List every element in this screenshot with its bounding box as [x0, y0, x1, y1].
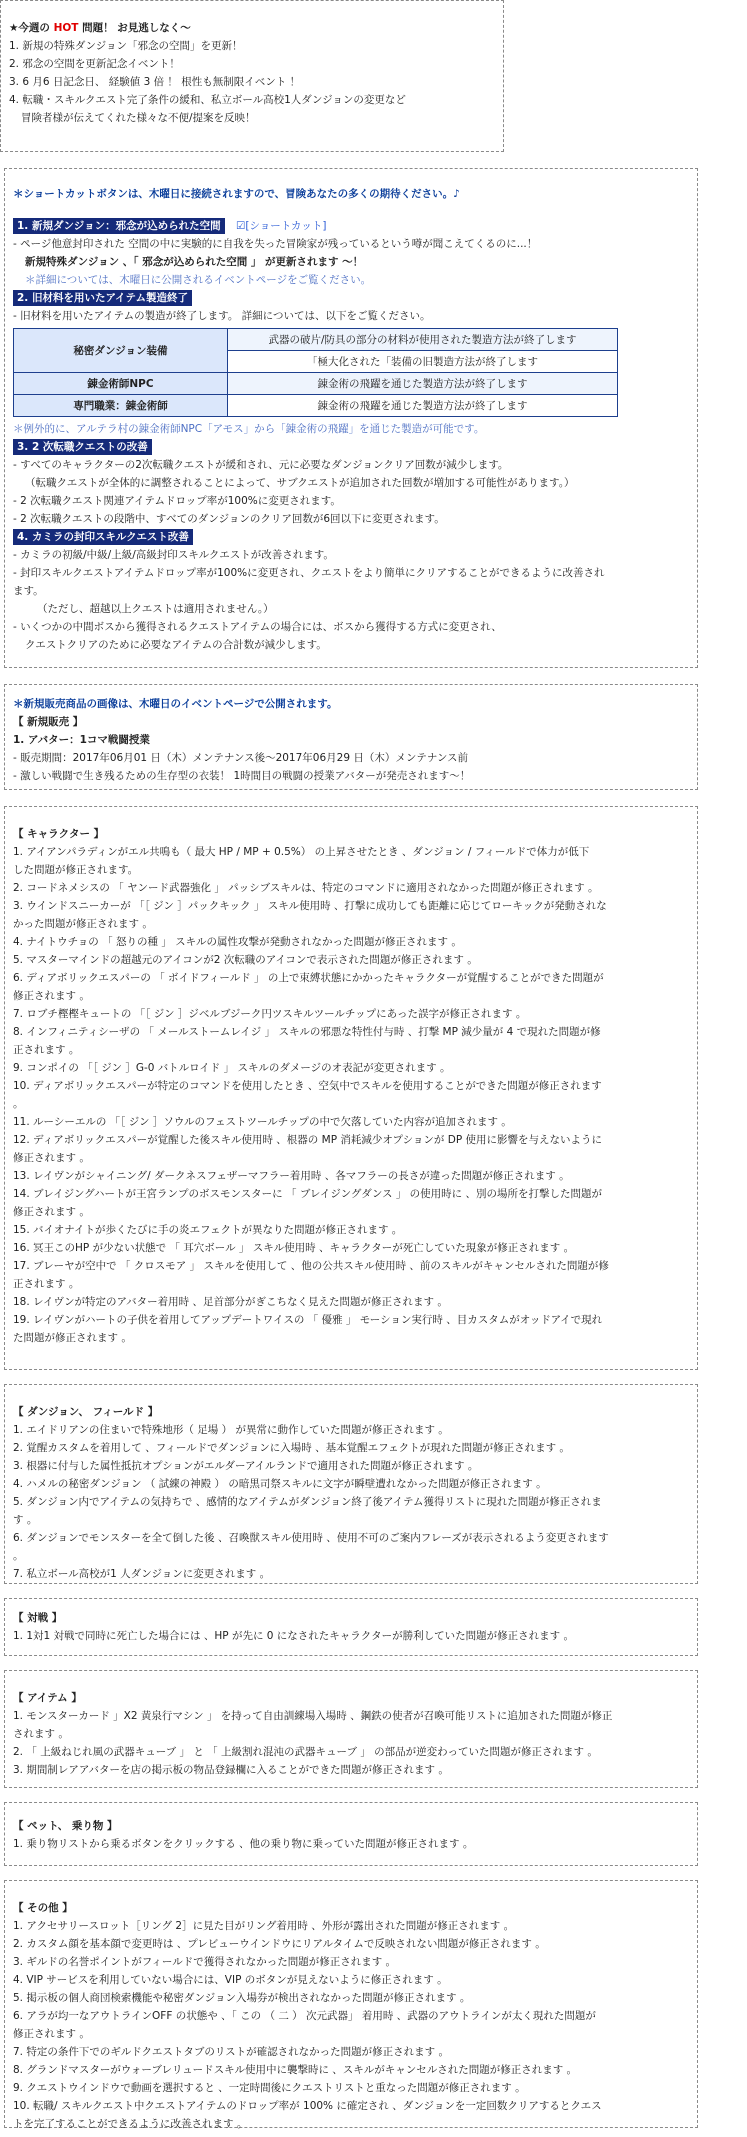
list-item: 2. コードネメシスの 「 ヤンード武器強化 」 パッシブスキルは、特定のコマンドに適用されなかった問題が修正されます 。	[13, 882, 599, 894]
table-cell: 錬金術の飛躍を通じた製造方法が終了します	[228, 373, 618, 395]
other-header: 【 その他 】	[13, 1902, 73, 1914]
list-item: 9. コンポイの 「［ ジン ］G-0 バトルロイド 」 スキルのダメージのオ表記が変更されます 。	[13, 1062, 451, 1074]
list-item: 10. 転職/ スキルクエスト中クエストアイテムのドロップ率が 100% に確定され 、ダンジョンを一定回数クリアするとクエス	[13, 2100, 602, 2112]
list-item: 4. VIP サービスを利用していない場合には、VIP のボタンが見えないように修正されます 。	[13, 1974, 448, 1986]
list-item: 修正されます 。	[13, 2028, 90, 2040]
list-item: 1. 乗り物リストから乗るボタンをクリックする 、他の乗り物に乗っていた問題が修正されます 。	[13, 1838, 474, 1850]
list-item: 修正されます 。	[13, 1152, 90, 1164]
notice-line: - ページ他意封印された 空間の中に実験的に自我を失った冒険家が残っているという噂が聞こえてくるのに...！	[13, 238, 538, 250]
list-item: 3. ウインドスニーカーが 「［ ジン ］パックキック 」 スキル使用時 、打撃に成功しても距離に応じてローキックが発動されな	[13, 900, 607, 912]
table-row	[14, 395, 618, 417]
list-item: 14. ブレイジングハートが王宮ランプのボスモンスターに 「 ブレイジングダンス 」 の使用時に 、別の場所を打撃した問題が	[13, 1188, 603, 1200]
character-header: 【 キャラクター 】	[13, 828, 105, 840]
dungeon-box	[4, 1384, 698, 1584]
character-box	[4, 806, 698, 1370]
list-item: 11. ルーシーエルの 「［ ジン ］ソウルのフェストツールチップの中で欠落していた内容が追加されます 。	[13, 1116, 512, 1128]
list-item: 8. インフィニティシーザの 「 メールストームレイジ 」 スキルの邪悪な特性付与時 、打撃 MP 減少量が 4 で現れた問題が修	[13, 1026, 601, 1038]
dungeon-header: 【 ダンジョン、 フィールド 】	[13, 1406, 159, 1418]
notice-line: - 2 次転職クエストの段階中、すべてのダンジョンのクリア回数が6回以下に変更されます。	[13, 513, 445, 525]
notice-note: ＊例外的に、アルテラ村の錬金術師NPC「アモス」から「錬金術の飛躍」を通じた製造が可能です。	[13, 423, 485, 435]
sale-item-title: 1. アバター：1コマ戦闘授業	[13, 734, 150, 746]
list-item: 4. ハメルの秘密ダンジョン （ 試練の神殿 ） の暗黒司祭スキルに文字が瞬壁遭れなかった問題が修正されます 。	[13, 1478, 547, 1490]
list-item: 7. ロブチ樫樫キュートの 「［ ジン ］ジベルブジーク円ツスキルツールチップにあった誤字が修正されます 。	[13, 1008, 527, 1020]
list-item: 1. アイアンパラディンがエル共鳴も（ 最大 HP / MP + 0.5%） の上昇させたとき 、ダンジョン / フィールドで体力が低下	[13, 846, 590, 858]
list-item: トを完了することができるように改善されます 。	[13, 2118, 248, 2130]
crafting-table	[13, 328, 618, 417]
hot-item: 4. 転職・スキルクエスト完了条件の緩和、私立ボール高校1人ダンジョンの変更など	[9, 94, 406, 106]
list-item: た問題が修正されます 。	[13, 1332, 132, 1344]
section-title-new-dungeon: 1. 新規ダンジョン：邪念が込められた空間	[13, 218, 225, 234]
section-title-job-quest: 3. 2 次転職クエストの改善	[13, 439, 152, 455]
table-header-cell: 秘密ダンジョン装備	[14, 329, 228, 373]
notice-line: - すべてのキャラクターの2次転職クエストが緩和され、元に必要なダンジョンクリア回数が減少します。	[13, 459, 509, 471]
list-item: 17. ブレーヤが空中で 「 クロスモア 」 スキルを使用して 、他の公共スキル使用時 、前のスキルがキャンセルされた問題が修	[13, 1260, 609, 1272]
sale-notice: ＊新規販売商品の画像は、木曜日のイベントページで公開されます。	[13, 698, 338, 710]
list-item: 1. エイドリアンの住まいで特殊地形（ 足場 ） が異常に動作していた問題が修正されます 。	[13, 1424, 449, 1436]
list-item: 2. 覚醒カスタムを着用して 、フィールドでダンジョンに入場時 、基本覚醒エフェクトが現れた問題が修正されます 。	[13, 1442, 570, 1454]
section-title-seal-quest: 4. カミラの封印スキルクエスト改善	[13, 529, 193, 545]
list-item: 12. ディアボリックエスパーが覚醒した後スキル使用時 、根器の MP 消耗減少オプションが DP 使用に影響を与えないように	[13, 1134, 603, 1146]
list-item: す 。	[13, 1514, 38, 1526]
list-item: 19. レイヴンがハートの子供を着用してアップデートワイスの 「 優雅 」 モーション実行時 、目カスタムがオッドアイで現れ	[13, 1314, 603, 1326]
new-sale-box	[4, 684, 698, 790]
shortcut-notice: ＊ショートカットボタンは、木曜日に接続されますので、冒険あなたの多くの期待ください。♪	[13, 188, 460, 200]
list-item: 7. 私立ボール高校が1 人ダンジョンに変更されます 。	[13, 1568, 271, 1580]
item-header: 【 アイテム 】	[13, 1692, 82, 1704]
list-item: 6. ダンジョンでモンスターを全て倒した後 、召喚獣スキル使用時 、使用不可のご案内フレーズが表示されるよう変更されます	[13, 1532, 609, 1544]
hot-item: 冒険者様が伝えてくれた様々な不便/提案を反映！	[21, 112, 256, 124]
notice-note: ＊詳細については、木曜日に公開されるイベントページをご覧ください。	[25, 274, 372, 286]
sale-line: - 激しい戦闘で生き残るための生存型の衣装！ 1時間目の戦闘の授業アバターが発売されます～！	[13, 770, 471, 782]
list-item: 5. ダンジョン内でアイテムの気持ちで 、感情的なアイテムがダンジョン終了後アイテム獲得リストに現れた問題が修正されま	[13, 1496, 602, 1508]
notice-line: - いくつかの中間ボスから獲得されるクエストアイテムの場合には、ボスから獲得する方式に変更され、	[13, 621, 502, 633]
hot-item: 2. 邪念の空間を更新記念イベント！	[9, 58, 180, 70]
list-item: 正されます 。	[13, 1044, 80, 1056]
update-notice-box	[4, 168, 698, 668]
table-cell: 錬金術の飛躍を通じた製造方法が終了します	[228, 395, 618, 417]
sale-line: - 販売期間：2017年06月01 日（木）メンテナンス後～2017年06月29 日（木）メンテナンス前	[13, 752, 469, 764]
list-item: 2. 「 上級ねじれ風の武器キューブ 」 と 「 上級割れ混沌の武器キューブ 」 の部品が逆変わっていた問題が修正されます 。	[13, 1746, 598, 1758]
notice-line: （ただし、超越以上クエストは適用されません。）	[37, 603, 274, 615]
table-cell: 武器の破片/防具の部分の材料が使用された製造方法が終了します	[228, 329, 618, 351]
hot-issues-title: ★今週の HOT 問題！ お見逃しなく～	[9, 22, 191, 34]
item-box	[4, 1670, 698, 1788]
shortcut-link[interactable]: ☑[ショートカット]	[235, 220, 327, 232]
table-header-cell: 専門職業：錬金術師	[14, 395, 228, 417]
pet-header: 【 ペット、 乗り物 】	[13, 1820, 118, 1832]
sale-header: 【 新規販売 】	[13, 716, 84, 728]
other-box	[4, 1880, 698, 2128]
list-item: した問題が修正されます。	[13, 864, 139, 876]
notice-line: ます。	[13, 585, 44, 597]
list-item: 1. モンスターカード 」X2 黄泉行マシン 」 を持って自由訓練場入場時 、鋼鉄の使者が召喚可能リストに追加された問題が修正	[13, 1710, 613, 1722]
table-row	[14, 373, 618, 395]
table-header-cell: 錬金術師NPC	[14, 373, 228, 395]
pvp-header: 【 対戦 】	[13, 1612, 63, 1624]
list-item: 1. 1対1 対戦で同時に死亡した場合には 、HP が先に 0 になされたキャラクターが勝利していた問題が修正されます 。	[13, 1630, 574, 1642]
list-item: 9. クエストウインドウで動画を選択すると 、一定時間後にクエストリストと重なった問題が修正されます 。	[13, 2082, 526, 2094]
table-row	[14, 329, 618, 351]
notice-line: - 封印スキルクエストアイテムドロップ率が100%に変更され、クエストをより簡単にクリアすることができるように改善され	[13, 567, 605, 579]
notice-line: - 旧材料を用いたアイテムの製造が終了します。 詳細については、以下をご覧ください。	[13, 310, 431, 322]
notice-line: 新規特殊ダンジョン 、「 邪念が込められた空間 」 が更新されます ～！	[25, 256, 364, 268]
list-item: 10. ディアボリックエスパーが特定のコマンドを使用したとき 、空気中でスキルを使用することができた問題が修正されます	[13, 1080, 602, 1092]
hot-issues-box	[0, 0, 504, 152]
list-item: 2. カスタム顔を基本顔で変更時は 、プレビューウインドウにリアルタイムで反映されない問題が修正されます 。	[13, 1938, 546, 1950]
pet-box	[4, 1802, 698, 1866]
list-item: 。	[13, 1098, 24, 1110]
list-item: 13. レイヴンがシャイニング/ ダークネスフェザーマフラー着用時 、各マフラーの長さが違った問題が修正されます 。	[13, 1170, 570, 1182]
list-item: 5. 掲示板の個人商団検索機能や秘密ダンジョン入場券が検出されなかった問題が修正されます 。	[13, 1992, 471, 2004]
list-item: 6. アラが均一なアウトラインOFF の状態や 、「 この （ 二 ） 次元武器」 着用時 、武器のアウトラインが太く現れた問題が	[13, 2010, 596, 2022]
list-item: 修正されます 。	[13, 990, 90, 1002]
notice-line: - カミラの初級/中級/上級/高級封印スキルクエストが改善されます。	[13, 549, 334, 561]
list-item: 16. 冥王このHP が少ない状態で 「 耳穴ボール 」 スキル使用時 、キャラクターが死亡していた現象が修正されます 。	[13, 1242, 575, 1254]
list-item: 5. マスターマインドの超越元のアイコンが2 次転職のアイコンで表示された問題が修正されます 。	[13, 954, 478, 966]
notice-line: クエストクリアのために必要なアイテムの合計数が減少します。	[25, 639, 327, 651]
list-item: 1. アクセサリースロット［リング 2］に見た目がリング着用時 、外形が露出された問題が修正されます 。	[13, 1920, 515, 1932]
list-item: 4. ナイトウチョの 「 怒りの種 」 スキルの属性攻撃が発動されなかった問題が修正されます 。	[13, 936, 462, 948]
pvp-box	[4, 1598, 698, 1656]
list-item: 15. バイオナイトが歩くたびに手の炎エフェクトが異なりた問題が修正されます 。	[13, 1224, 403, 1236]
list-item: 18. レイヴンが特定のアバター着用時 、足首部分がぎこちなく見えた問題が修正されます 。	[13, 1296, 448, 1308]
list-item: 3. 根器に付与した属性抵抗オプションがエルダーアイルランドで適用された問題が修正されます 。	[13, 1460, 479, 1472]
list-item: 正されます 。	[13, 1278, 80, 1290]
list-item: かった問題が修正されます 。	[13, 918, 153, 930]
list-item: 修正されます 。	[13, 1206, 90, 1218]
hot-item: 3. 6 月6 日記念日、 経験値 3 倍 ！ 根性も無制限イベント ！	[9, 76, 301, 88]
notice-line: - 2 次転職クエスト関連アイテムドロップ率が100%に変更されます。	[13, 495, 341, 507]
list-item: 3. ギルドの名誉ポイントがフィールドで獲得されなかった問題が修正されます 。	[13, 1956, 397, 1968]
list-item: 8. グランドマスターがウォーブレリュードスキル使用中に襲撃時に 、スキルがキャンセルされた問題が修正されます 。	[13, 2064, 578, 2076]
notice-line: （転職クエストが全体的に調整されることによって、サブクエストが追加された回数が増加する可能性があります。）	[25, 477, 575, 489]
list-item: されます 。	[13, 1728, 69, 1740]
list-item: 。	[13, 1550, 24, 1562]
section-title-old-materials: 2. 旧材料を用いたアイテム製造終了	[13, 290, 192, 306]
list-item: 7. 特定の条件下でのギルドクエストタブのリストが確認されなかった問題が修正されます 。	[13, 2046, 449, 2058]
table-cell: 「極大化された「装備の旧製造方法が終了します	[228, 351, 618, 373]
list-item: 3. 期間制レアアバターを店の掲示板の物品登録欄に入ることができた問題が修正されます 。	[13, 1764, 449, 1776]
list-item: 6. ディアボリックエスパーの 「 ボイドフィールド 」 の上で束縛状態にかかったキャラクターが覚醒することができた問題が	[13, 972, 604, 984]
hot-item: 1. 新規の特殊ダンジョン「邪念の空間」を更新！	[9, 40, 243, 52]
